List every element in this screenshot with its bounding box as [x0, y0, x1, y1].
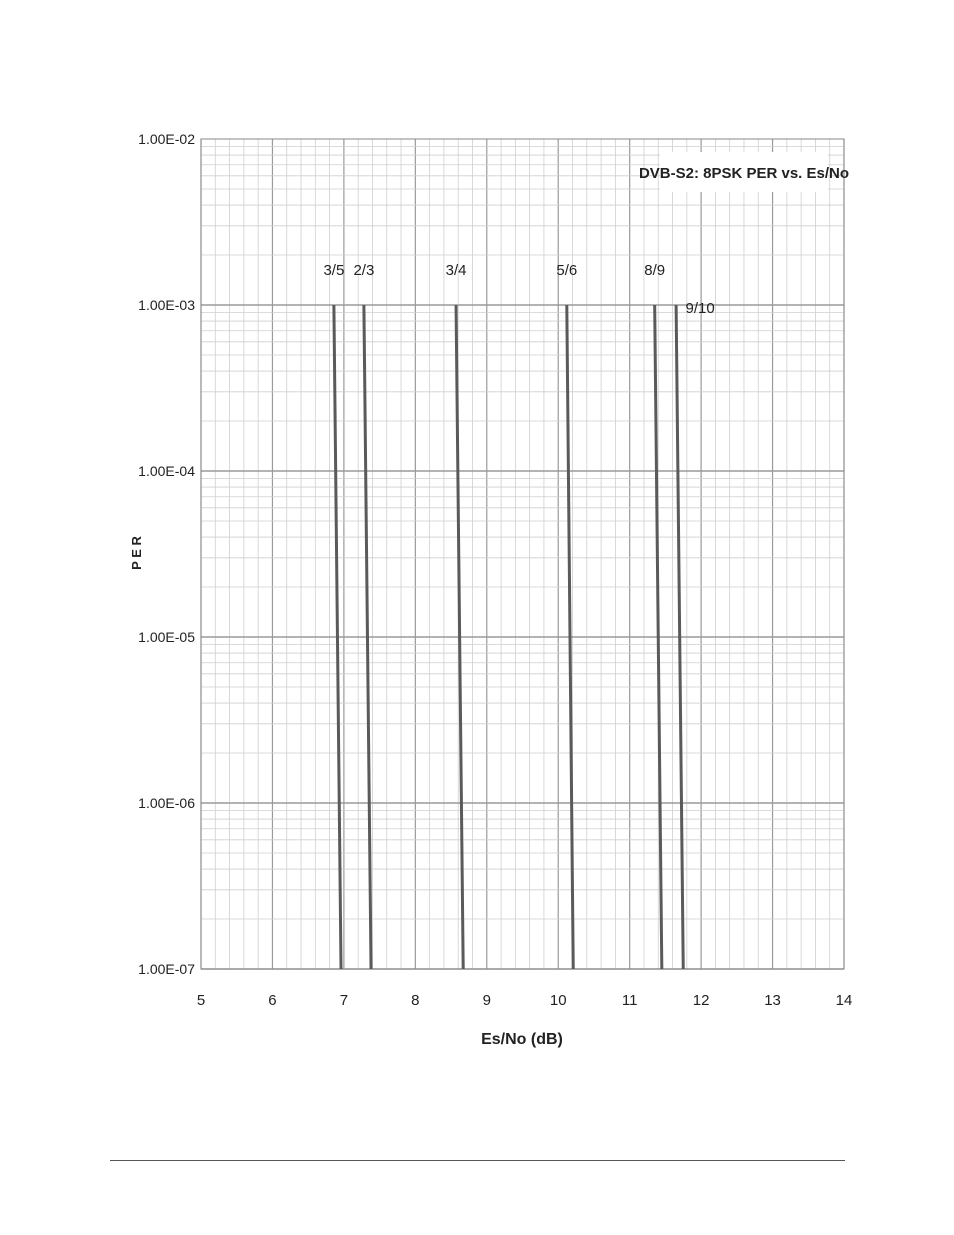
- x-tick-label: 11: [621, 992, 638, 1009]
- x-tick-label: 14: [835, 992, 853, 1009]
- y-tick-label: 1.00E-04: [138, 463, 195, 479]
- series-label: 8/9: [644, 262, 666, 279]
- x-axis-label: Es/No (dB): [481, 1031, 563, 1048]
- series-label: 3/4: [445, 262, 467, 279]
- plot-frame: [201, 139, 844, 969]
- series-label: 9/10: [685, 300, 715, 317]
- x-tick-label: 8: [411, 992, 420, 1009]
- x-tick-label: 6: [268, 992, 277, 1009]
- chart-title-box: [639, 152, 849, 192]
- y-tick-label: 1.00E-05: [138, 629, 195, 645]
- x-tick-label: 9: [482, 992, 491, 1009]
- series-label: 2/3: [353, 262, 375, 279]
- y-tick-label: 1.00E-06: [138, 795, 195, 811]
- x-tick-label: 13: [764, 992, 781, 1009]
- grid: [201, 139, 844, 969]
- chart-title: DVB-S2: 8PSK PER vs. Es/No: [638, 165, 850, 182]
- y-tick-label: 1.00E-02: [138, 131, 195, 147]
- series-label: 3/5: [323, 262, 345, 279]
- y-tick-label: 1.00E-07: [138, 961, 195, 977]
- x-tick-label: 7: [339, 992, 349, 1009]
- x-tick-label: 5: [196, 992, 206, 1009]
- series-label: 5/6: [556, 262, 578, 279]
- y-tick-label: 1.00E-03: [138, 297, 195, 313]
- x-tick-label: 12: [692, 992, 710, 1009]
- y-tick-labels: [138, 131, 195, 977]
- x-tick-labels: [197, 992, 853, 1009]
- x-tick-label: 10: [549, 992, 567, 1009]
- footer-rule: [110, 1160, 845, 1161]
- y-axis-label: P E R: [129, 536, 144, 570]
